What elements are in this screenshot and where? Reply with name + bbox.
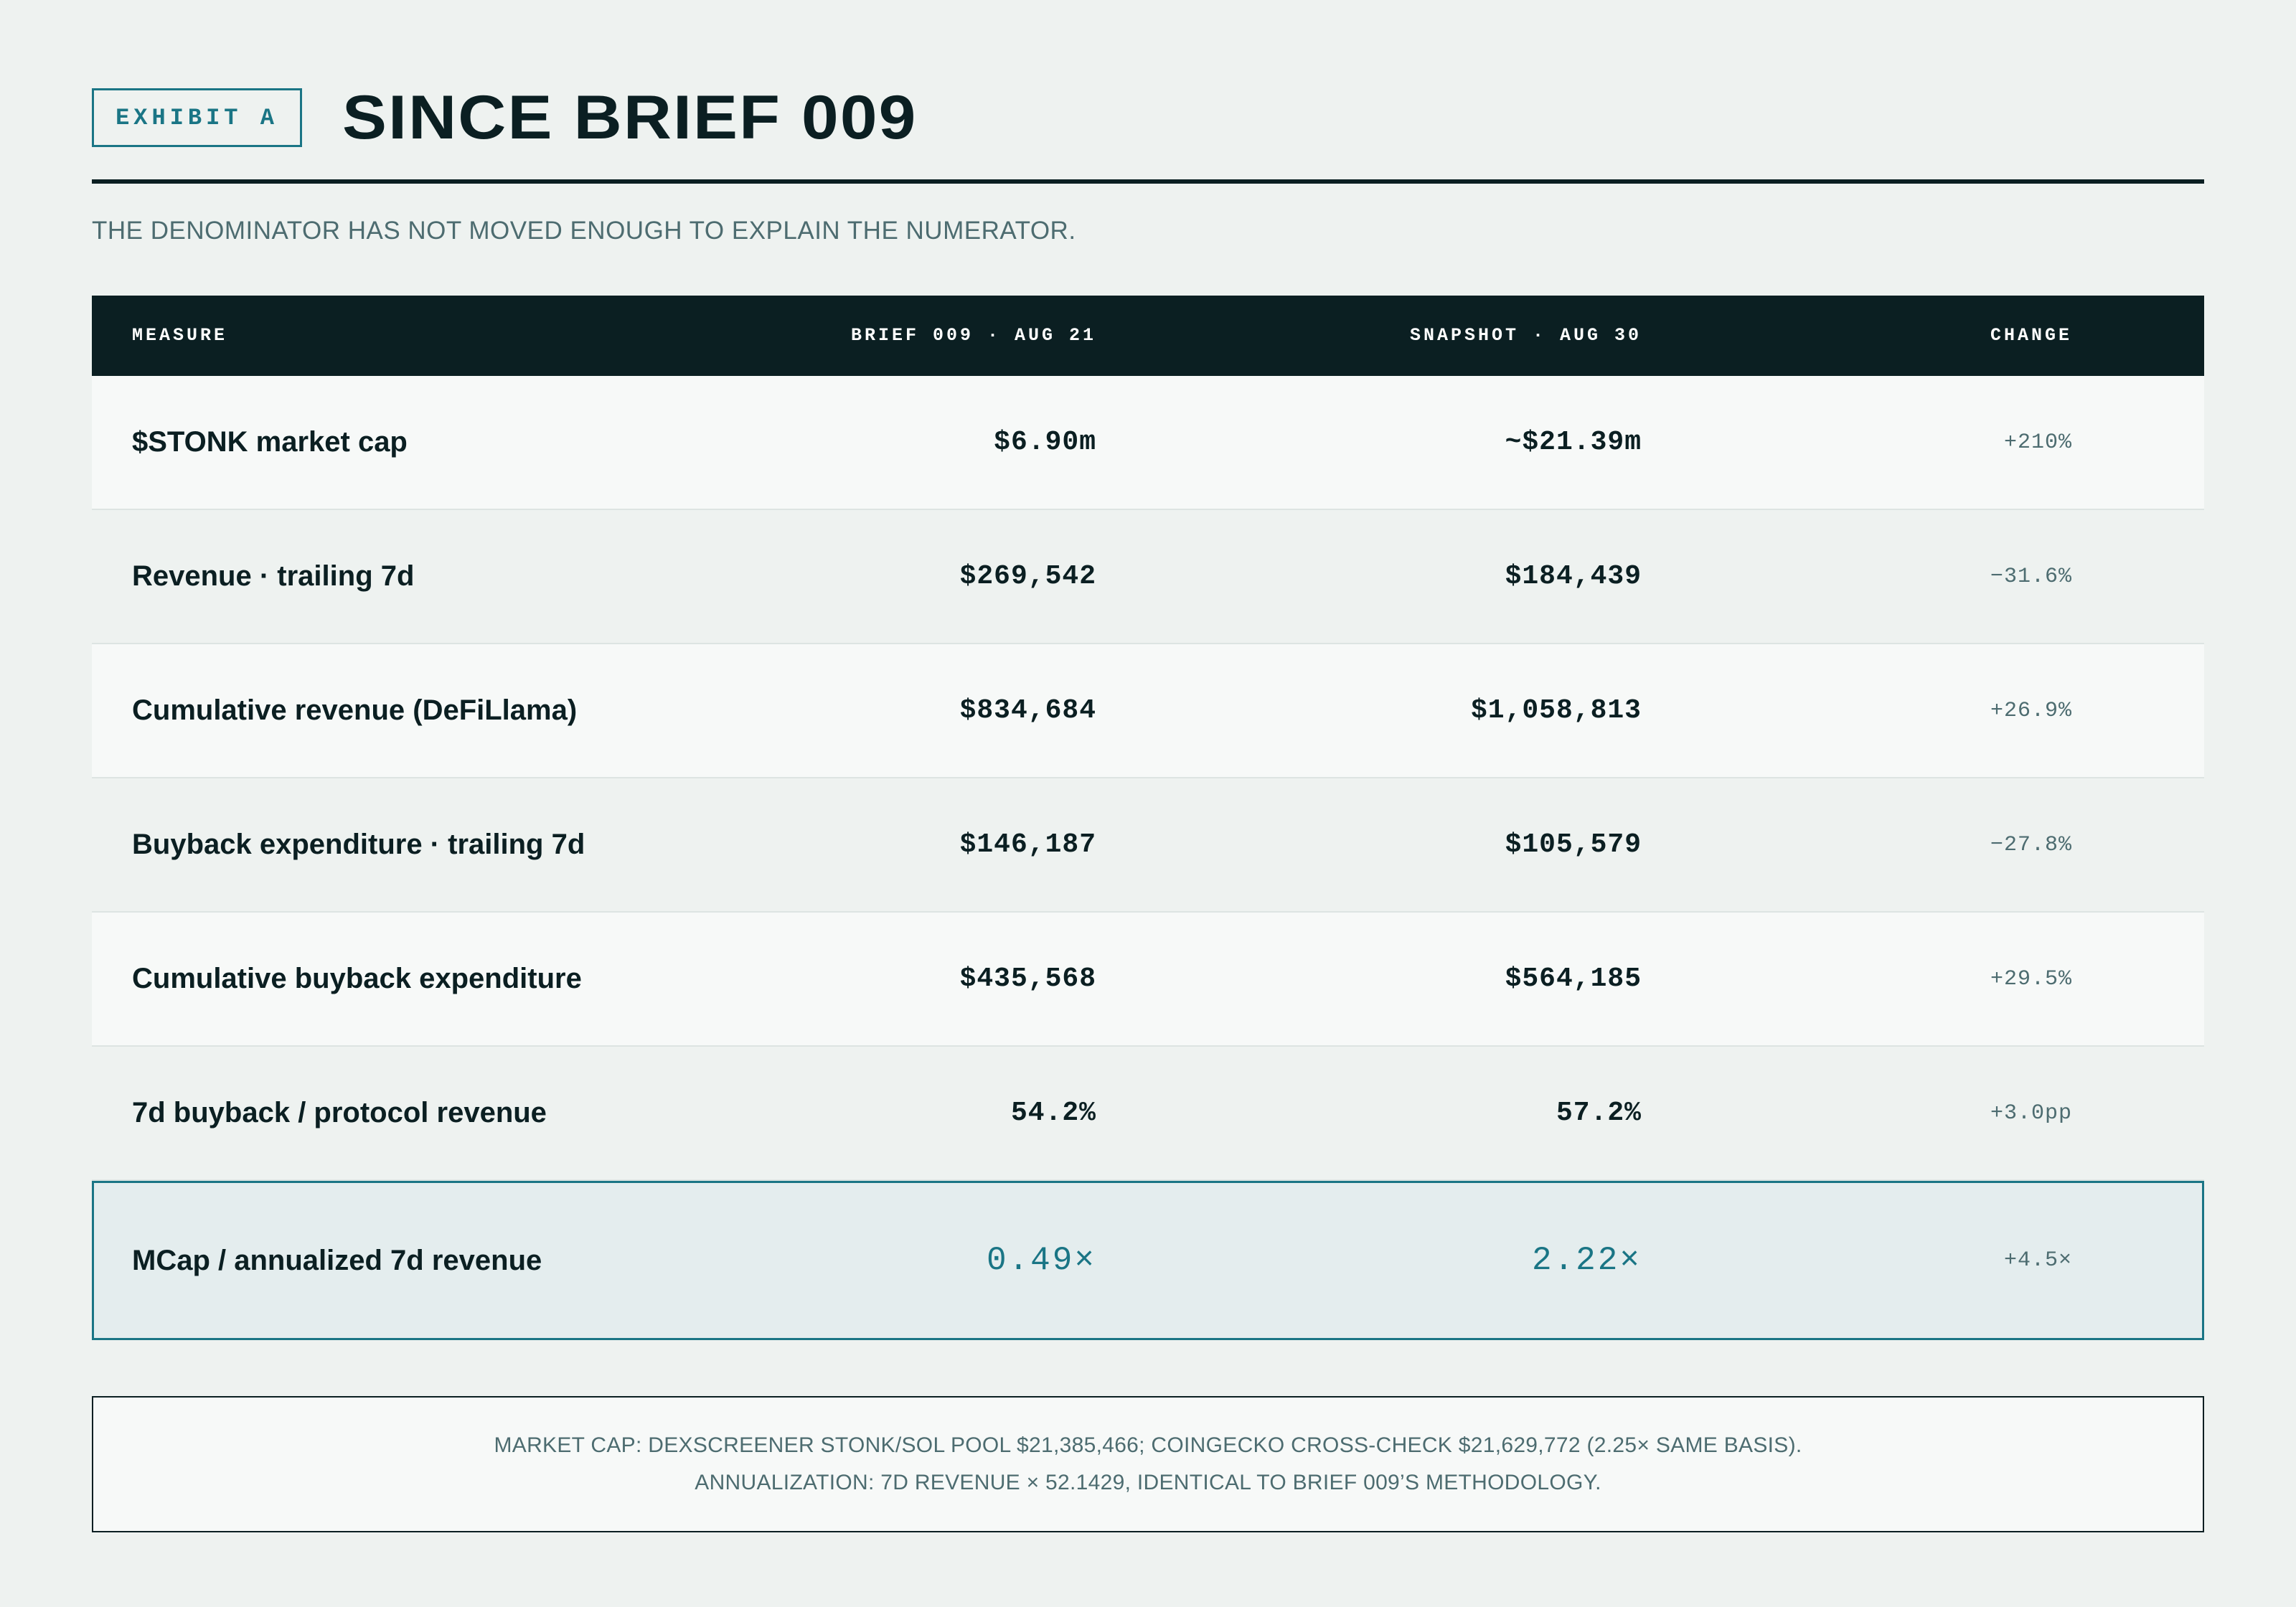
footnote-line: MARKET CAP: DEXSCREENER STONK/SOL POOL $21,385,466; COINGECKO CROSS-CHECK $21,629,772 (2.25× SAME BASIS). — [494, 1433, 1802, 1457]
brief-value-cell: $146,187 — [959, 829, 1096, 860]
subtitle: THE DENOMINATOR HAS NOT MOVED ENOUGH TO EXPLAIN THE NUMERATOR. — [92, 217, 1076, 245]
measure-cell: Cumulative revenue (DeFiLlama) — [132, 694, 578, 726]
snapshot-value-cell: $105,579 — [1505, 829, 1642, 860]
change-cell: +210% — [2003, 430, 2072, 455]
page-title: SINCE BRIEF 009 — [342, 83, 918, 152]
snapshot-value-cell: $184,439 — [1505, 561, 1642, 592]
exhibit-header — [92, 83, 2204, 152]
measure-cell: MCap / annualized 7d revenue — [132, 1244, 542, 1276]
brief-value-cell: $834,684 — [959, 695, 1096, 726]
brief-value-cell: 54.2% — [1010, 1098, 1096, 1128]
column-header-snapshot: SNAPSHOT · AUG 30 — [1409, 325, 1642, 346]
measure-cell: $STONK market cap — [132, 426, 408, 458]
column-header-brief: BRIEF 009 · AUG 21 — [850, 325, 1096, 346]
column-header-measure: MEASURE — [132, 325, 228, 346]
footnote-line: ANNUALIZATION: 7D REVENUE × 52.1429, IDENTICAL TO BRIEF 009’S METHODOLOGY. — [695, 1471, 1601, 1494]
comparison-table — [92, 296, 2204, 1340]
brief-value-cell: $269,542 — [959, 561, 1096, 592]
change-cell: +3.0pp — [1990, 1101, 2072, 1126]
change-cell: −27.8% — [1990, 832, 2072, 857]
measure-cell: 7d buyback / protocol revenue — [132, 1097, 547, 1128]
table-header — [92, 296, 2204, 376]
snapshot-value-cell: ~$21.39m — [1505, 427, 1642, 458]
brief-value-cell: $435,568 — [959, 963, 1096, 994]
brief-value-cell: 0.49× — [986, 1242, 1096, 1279]
highlighted-table-row — [92, 1181, 2204, 1340]
snapshot-value-cell: $1,058,813 — [1470, 695, 1642, 726]
table-row — [92, 376, 2204, 510]
change-cell: +4.5× — [2003, 1248, 2072, 1273]
column-header-change: CHANGE — [1990, 325, 2072, 346]
change-cell: +29.5% — [1990, 966, 2072, 991]
measure-cell: Buyback expenditure · trailing 7d — [132, 829, 585, 860]
table-row — [92, 778, 2204, 913]
table-row — [92, 510, 2204, 644]
snapshot-value-cell: $564,185 — [1505, 963, 1642, 994]
title-divider — [92, 179, 2204, 184]
table-row — [92, 644, 2204, 778]
change-cell: +26.9% — [1990, 698, 2072, 723]
snapshot-value-cell: 2.22× — [1531, 1242, 1642, 1279]
exhibit-label: EXHIBIT A — [92, 88, 302, 147]
brief-value-cell: $6.90m — [994, 427, 1096, 458]
exhibit-page — [92, 83, 2204, 1532]
table-row — [92, 913, 2204, 1047]
measure-cell: Revenue · trailing 7d — [132, 560, 415, 592]
methodology-footnote — [92, 1396, 2204, 1532]
table-row — [92, 1047, 2204, 1181]
change-cell: −31.6% — [1990, 564, 2072, 589]
measure-cell: Cumulative buyback expenditure — [132, 963, 582, 994]
snapshot-value-cell: 57.2% — [1556, 1098, 1642, 1128]
